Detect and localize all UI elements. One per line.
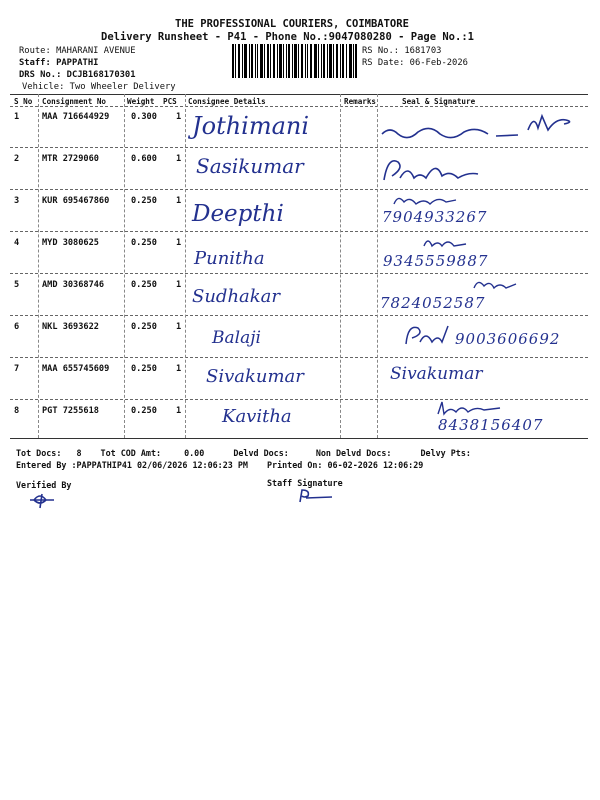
rs-date-value: 06-Feb-2026 — [409, 58, 468, 68]
col-header-sno: S No — [14, 97, 33, 106]
table-top-rule — [10, 94, 588, 95]
cell-pcs: 1 — [176, 238, 182, 248]
cell-consignment-no: MTR 2729060 — [42, 154, 99, 164]
row-divider — [10, 231, 588, 232]
consignee-handwriting: Kavitha — [222, 406, 292, 427]
receiver-signature — [470, 276, 520, 292]
staff-label: Staff: — [19, 58, 51, 68]
rs-date-line — [362, 58, 468, 68]
drs-value: DCJB168170301 — [66, 70, 136, 80]
receiver-signature — [402, 320, 452, 348]
verifier-signature — [28, 490, 56, 510]
cell-weight: 0.250 — [131, 280, 157, 290]
seal-handwriting: Sivakumar — [390, 364, 483, 384]
cell-pcs: 1 — [176, 196, 182, 206]
cell-pcs: 1 — [176, 364, 182, 374]
staff-value: PAPPATHI — [56, 58, 99, 68]
cell-weight: 0.600 — [131, 154, 157, 164]
rs-no-label: RS No.: — [362, 46, 400, 56]
cell-sno: 1 — [14, 112, 20, 122]
tot-docs-label: Tot Docs: — [16, 448, 62, 458]
tot-cod-value: 0.00 — [184, 448, 205, 458]
cell-sno: 8 — [14, 406, 20, 416]
table-header-rule — [10, 106, 588, 107]
cell-consignment-no: MAA 655745609 — [42, 364, 110, 374]
consignee-handwriting: Sivakumar — [206, 366, 304, 387]
cell-sno: 7 — [14, 364, 20, 374]
vehicle-value: Two Wheeler Delivery — [69, 82, 176, 92]
cell-sno: 2 — [14, 154, 20, 164]
phone-handwriting: 7904933267 — [382, 208, 488, 226]
cell-weight: 0.250 — [131, 238, 157, 248]
staff-line — [19, 58, 98, 68]
delvd-docs-label: Delvd Docs: — [233, 448, 289, 458]
col-header-consignee: Consignee Details — [188, 97, 266, 106]
consignee-handwriting: Jothimani — [192, 112, 310, 140]
barcode — [232, 44, 358, 78]
cell-weight: 0.250 — [131, 196, 157, 206]
cell-weight: 0.250 — [131, 322, 157, 332]
runsheet-subtitle: Delivery Runsheet - P41 - Phone No.:9047080280 - Page No.:1 — [101, 31, 474, 43]
receiver-signature — [420, 234, 470, 250]
route-line — [19, 46, 136, 56]
cell-sno: 6 — [14, 322, 20, 332]
receiver-signature — [378, 108, 578, 148]
cell-consignment-no: KUR 695467860 — [42, 196, 110, 206]
consignee-handwriting: Deepthi — [192, 201, 284, 227]
phone-handwriting: 9345559887 — [383, 252, 489, 270]
receiver-signature — [390, 192, 460, 208]
entered-by: Entered By :PAPPATHIP41 02/06/2026 12:06:23 PM — [16, 460, 248, 470]
row-divider — [10, 357, 588, 358]
cell-weight: 0.250 — [131, 406, 157, 416]
cell-weight: 0.250 — [131, 364, 157, 374]
route-value: MAHARANI AVENUE — [56, 46, 136, 56]
col-header-weight: Weight — [127, 97, 155, 106]
consignee-handwriting: Punitha — [194, 248, 265, 269]
row-divider — [10, 273, 588, 274]
row-divider — [10, 315, 588, 316]
cell-sno: 4 — [14, 238, 20, 248]
cell-sno: 5 — [14, 280, 20, 290]
col-header-consignment: Consignment No — [42, 97, 107, 106]
cell-pcs: 1 — [176, 112, 182, 122]
cell-pcs: 1 — [176, 322, 182, 332]
staff-signature — [296, 488, 336, 504]
route-label: Route: — [19, 46, 51, 56]
table-bottom-rule — [10, 438, 588, 439]
totals-line — [16, 448, 471, 458]
drs-label: DRS No.: — [19, 70, 62, 80]
cell-consignment-no: PGT 7255618 — [42, 406, 99, 416]
consignee-handwriting: Balaji — [212, 328, 261, 348]
consignee-handwriting: Sudhakar — [192, 286, 281, 307]
column-divider — [38, 94, 39, 438]
non-delvd-docs-label: Non Delvd Docs: — [315, 448, 392, 458]
column-divider — [124, 94, 125, 438]
col-header-pcs: PCS — [163, 97, 177, 106]
cell-weight: 0.300 — [131, 112, 157, 122]
cell-consignment-no: MYD 3080625 — [42, 238, 99, 248]
company-title: THE PROFESSIONAL COURIERS, COIMBATORE — [175, 18, 409, 30]
phone-handwriting: 7824052587 — [380, 294, 486, 312]
rs-no-line — [362, 46, 441, 56]
vehicle-label: Vehicle: — [22, 82, 65, 92]
consignee-handwriting: Sasikumar — [196, 154, 304, 178]
delvy-pts-label: Delvy Pts: — [420, 448, 471, 458]
staff-signature-label: Staff Signature — [267, 478, 343, 488]
cell-consignment-no: AMD 30368746 — [42, 280, 105, 290]
phone-handwriting: 9003606692 — [455, 330, 561, 348]
row-divider — [10, 189, 588, 190]
rs-date-label: RS Date: — [362, 58, 405, 68]
phone-handwriting: 8438156407 — [438, 416, 544, 434]
drs-line — [19, 70, 136, 80]
column-divider — [185, 94, 186, 438]
cell-pcs: 1 — [176, 406, 182, 416]
rs-no-value: 1681703 — [404, 46, 442, 56]
vehicle-line — [22, 82, 176, 92]
receiver-signature — [378, 150, 488, 190]
column-divider — [340, 94, 341, 438]
printed-on: Printed On: 06-02-2026 12:06:29 — [267, 460, 424, 470]
col-header-remarks: Remarks — [344, 97, 377, 106]
tot-cod-label: Tot COD Amt: — [100, 448, 162, 458]
col-header-seal: Seal & Signature — [402, 97, 476, 106]
cell-consignment-no: NKL 3693622 — [42, 322, 99, 332]
cell-consignment-no: MAA 716644929 — [42, 112, 110, 122]
cell-pcs: 1 — [176, 280, 182, 290]
tot-docs-value: 8 — [76, 448, 82, 458]
cell-pcs: 1 — [176, 154, 182, 164]
cell-sno: 3 — [14, 196, 20, 206]
verified-by-label: Verified By — [16, 480, 72, 490]
